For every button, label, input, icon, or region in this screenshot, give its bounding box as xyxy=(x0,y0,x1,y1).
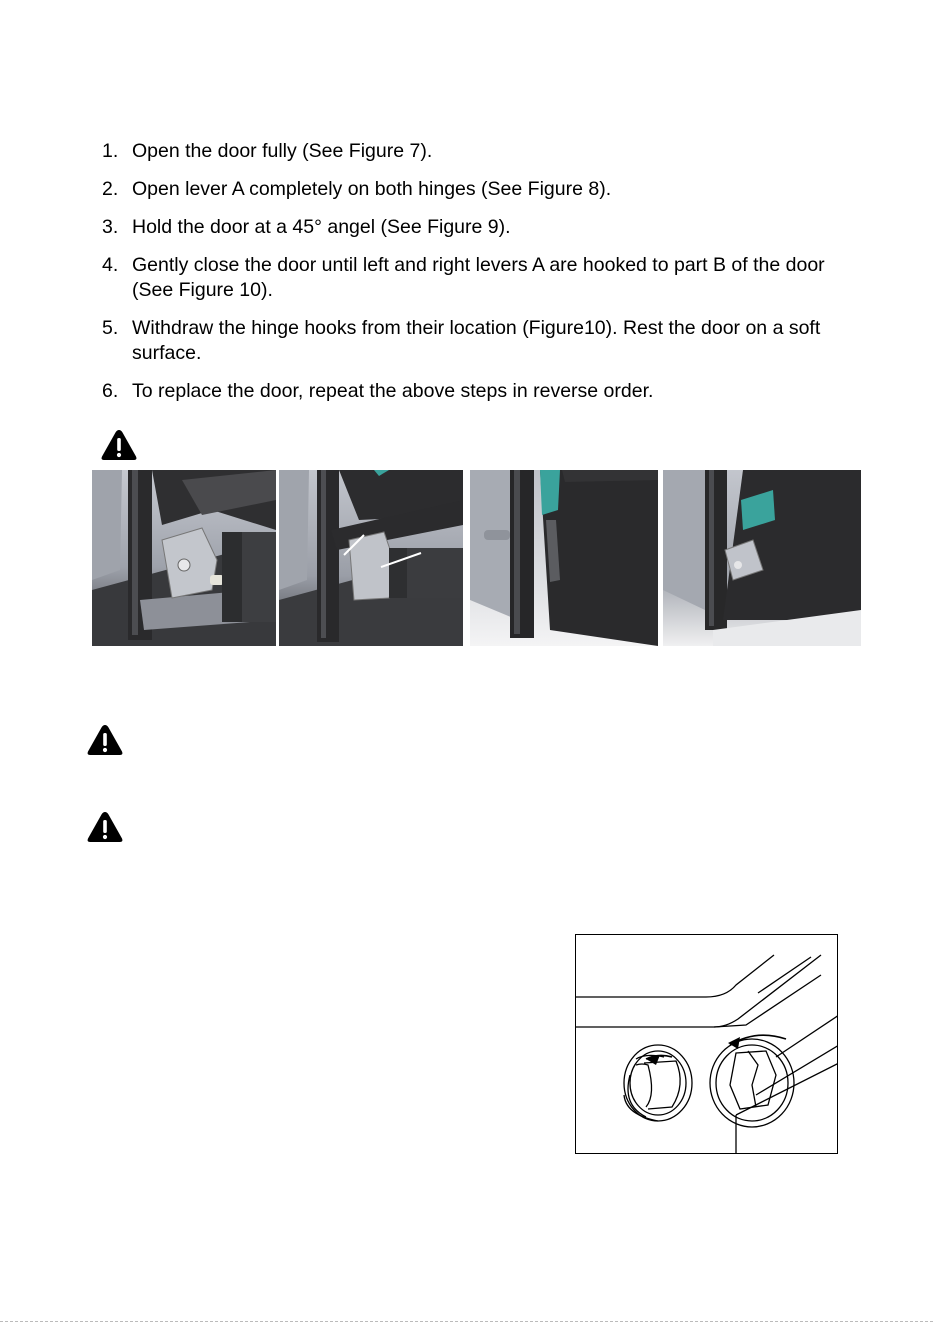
step-text: Gently close the door until left and right levers A are hooked to part B of the door (See Figure 10). xyxy=(132,254,825,301)
step-5 xyxy=(102,316,842,366)
step-4 xyxy=(102,253,842,303)
warning-triangle-icon xyxy=(86,723,124,757)
door-hinge-figure-9 xyxy=(470,470,658,646)
step-text: Withdraw the hinge hooks from their location (Figure10). Rest the door on a soft surface. xyxy=(132,317,821,364)
step-6 xyxy=(102,379,842,404)
step-2 xyxy=(102,177,842,202)
step-number: 6. xyxy=(102,380,119,402)
step-number: 1. xyxy=(102,140,119,162)
oven-knob-diagram xyxy=(575,934,838,1154)
step-number: 5. xyxy=(102,317,119,339)
door-hinge-figure-7 xyxy=(92,470,276,646)
step-text: Open the door fully (See Figure 7). xyxy=(132,140,433,162)
door-hinge-figure-8 xyxy=(279,470,463,646)
step-3 xyxy=(102,215,842,240)
page-bottom-rule xyxy=(0,1321,933,1322)
step-text: To replace the door, repeat the above steps in reverse order. xyxy=(132,380,654,402)
step-number: 3. xyxy=(102,216,119,238)
step-number: 4. xyxy=(102,254,119,276)
instruction-steps xyxy=(102,139,842,417)
step-text: Open lever A completely on both hinges (See Figure 8). xyxy=(132,178,612,200)
step-number: 2. xyxy=(102,178,119,200)
warning-triangle-icon xyxy=(100,428,138,462)
step-text: Hold the door at a 45° angel (See Figure 9). xyxy=(132,216,511,238)
step-1 xyxy=(102,139,842,164)
door-removal-figures xyxy=(0,470,933,648)
door-hinge-figure-10 xyxy=(663,470,861,646)
warning-triangle-icon xyxy=(86,810,124,844)
